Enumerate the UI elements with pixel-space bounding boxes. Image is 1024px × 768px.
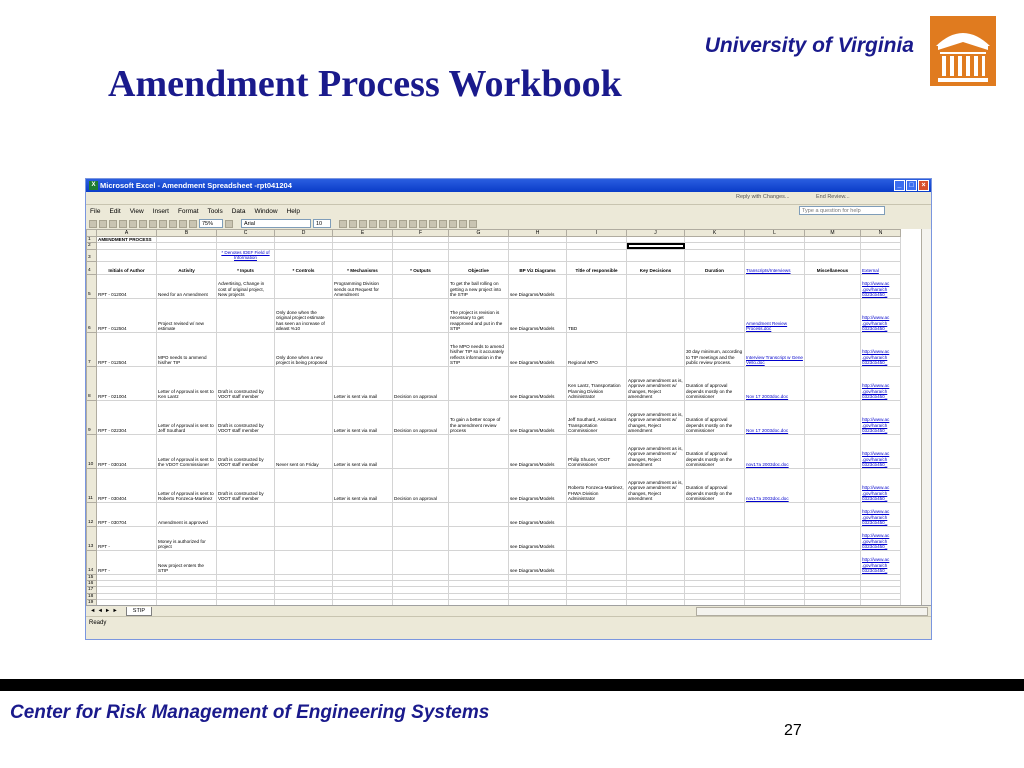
vertical-scrollbar[interactable] xyxy=(921,229,931,605)
maximize-button[interactable]: □ xyxy=(906,180,917,191)
cell-i10[interactable]: Philip Shucet, VDOT Commissioner xyxy=(567,434,627,468)
cell-k6[interactable] xyxy=(685,298,745,332)
cell-n12[interactable]: http://www.ac .gov/hara/ch 0323cb450_ xyxy=(861,502,901,526)
font-color-icon[interactable] xyxy=(469,220,477,228)
cell-h14[interactable]: see Diagrams/Models xyxy=(509,550,567,574)
cell-e13[interactable] xyxy=(333,526,393,550)
column-header-i[interactable]: I xyxy=(567,230,627,237)
cell-m9[interactable] xyxy=(805,400,861,434)
cell-l10[interactable]: nov17a 2003doc.doc xyxy=(745,434,805,468)
row-header[interactable]: 18 xyxy=(87,593,97,599)
cell-m12[interactable] xyxy=(805,502,861,526)
table-row xyxy=(87,550,901,574)
cell-i11[interactable]: Roberto Fonzeca-Martinez, FHWA Division Administrator xyxy=(567,468,627,502)
menu-format[interactable]: Format xyxy=(177,207,199,215)
cell-e12[interactable] xyxy=(333,502,393,526)
cell-j6[interactable] xyxy=(627,298,685,332)
cell-e8[interactable]: Letter is sent via mail xyxy=(333,366,393,400)
center-icon[interactable] xyxy=(379,220,387,228)
row-header[interactable]: 1 xyxy=(87,237,97,243)
cell-g12[interactable] xyxy=(449,502,509,526)
cell-e4[interactable]: * Mechanisms xyxy=(333,261,393,274)
cell-c5[interactable]: Advertising, Change in cost of original project, New projects xyxy=(217,274,275,298)
row-header[interactable]: 8 xyxy=(87,366,97,400)
cell-n10[interactable]: http://www.ac .gov/hara/ch 0323cb450_ xyxy=(861,434,901,468)
cell-g10[interactable] xyxy=(449,434,509,468)
column-header-g[interactable]: G xyxy=(449,230,509,237)
cell-e5[interactable]: Programming Division sends out Request for Amendment xyxy=(333,274,393,298)
column-header-d[interactable]: D xyxy=(275,230,333,237)
cell-b12[interactable]: Amendment is approved xyxy=(157,502,217,526)
select-all-corner[interactable] xyxy=(87,230,97,237)
row-header[interactable]: 17 xyxy=(87,587,97,593)
cell-m8[interactable] xyxy=(805,366,861,400)
column-header-h[interactable]: H xyxy=(509,230,567,237)
cell-m3[interactable] xyxy=(805,249,861,261)
cell-a12[interactable]: RPT - 030704 xyxy=(97,502,157,526)
rotunda-logo-icon xyxy=(930,16,996,86)
cell-m7[interactable] xyxy=(805,332,861,366)
cell-c13[interactable] xyxy=(217,526,275,550)
new-icon[interactable] xyxy=(89,220,97,228)
column-header-m[interactable]: M xyxy=(805,230,861,237)
cell-c14[interactable] xyxy=(217,550,275,574)
cell-a14[interactable]: RPT - xyxy=(97,550,157,574)
cell-l14[interactable] xyxy=(745,550,805,574)
cell-f13[interactable] xyxy=(393,526,449,550)
cell-l9[interactable]: Nov 17 2003doc.doc xyxy=(745,400,805,434)
cell-d13[interactable] xyxy=(275,526,333,550)
cell-i6[interactable]: TBD xyxy=(567,298,627,332)
cell-j5[interactable] xyxy=(627,274,685,298)
cell-l3[interactable] xyxy=(745,249,805,261)
table-row xyxy=(87,400,901,434)
cell-h8[interactable]: see Diagrams/Models xyxy=(509,366,567,400)
cell-n13[interactable]: http://www.ac .gov/hara/ch 0323cb450_ xyxy=(861,526,901,550)
cell-i4[interactable]: Title of responsible xyxy=(567,261,627,274)
cell-a10[interactable]: RPT - 030104 xyxy=(97,434,157,468)
cell-b14[interactable]: New project enters the STIP xyxy=(157,550,217,574)
cell-c10[interactable]: Draft is constructed by VDOT staff member xyxy=(217,434,275,468)
italic-icon[interactable] xyxy=(349,220,357,228)
table-row xyxy=(87,261,901,274)
cell-j4[interactable]: Key Decisions xyxy=(627,261,685,274)
row-header[interactable]: 5 xyxy=(87,274,97,298)
cell-f9[interactable]: Decision on approval xyxy=(393,400,449,434)
cell-j3[interactable] xyxy=(627,249,685,261)
cell-e11[interactable]: Letter is sent via mail xyxy=(333,468,393,502)
open-icon[interactable] xyxy=(99,220,107,228)
cell-d12[interactable] xyxy=(275,502,333,526)
cell-k14[interactable] xyxy=(685,550,745,574)
align-left-icon[interactable] xyxy=(369,220,377,228)
table-row xyxy=(87,366,901,400)
cell-d4[interactable]: * Controls xyxy=(275,261,333,274)
cell-f3[interactable] xyxy=(393,249,449,261)
cell-b4[interactable]: Activity xyxy=(157,261,217,274)
column-header-j[interactable]: J xyxy=(627,230,685,237)
cell-e6[interactable] xyxy=(333,298,393,332)
column-header-l[interactable]: L xyxy=(745,230,805,237)
cell-k5[interactable] xyxy=(685,274,745,298)
spreadsheet-table xyxy=(86,229,901,605)
minimize-button[interactable]: _ xyxy=(894,180,905,191)
cell-h6[interactable]: see Diagrams/Models xyxy=(509,298,567,332)
cell-g7[interactable]: The MPO needs to amend his/her TIP so it accurately reflects information in the STIP xyxy=(449,332,509,366)
cell-d9[interactable] xyxy=(275,400,333,434)
menu-help[interactable]: Help xyxy=(286,207,300,215)
font-size-select[interactable]: 10 xyxy=(313,219,331,228)
cell-a3[interactable] xyxy=(97,249,157,261)
cell-c11[interactable]: Draft is constructed by VDOT staff member xyxy=(217,468,275,502)
row-header[interactable]: 14 xyxy=(87,550,97,574)
chart-wizard-icon[interactable] xyxy=(189,220,197,228)
cell-i8[interactable]: Ken Lantz, Transportation Planning Division Administrator xyxy=(567,366,627,400)
cell-k10[interactable]: Duration of approval depends mostly on the commissioner xyxy=(685,434,745,468)
menu-tools[interactable]: Tools xyxy=(207,207,223,215)
undo-icon[interactable] xyxy=(159,220,167,228)
column-header-k[interactable]: K xyxy=(685,230,745,237)
cell-k12[interactable] xyxy=(685,502,745,526)
cell-a8[interactable]: RPT - 021004 xyxy=(97,366,157,400)
sort-icon[interactable] xyxy=(179,220,187,228)
cell-f12[interactable] xyxy=(393,502,449,526)
table-row xyxy=(87,298,901,332)
table-row xyxy=(87,468,901,502)
table-row xyxy=(87,502,901,526)
excel-title-bar xyxy=(86,179,931,192)
cell-e14[interactable] xyxy=(333,550,393,574)
cell-c12[interactable] xyxy=(217,502,275,526)
cell-j9[interactable]: Approve amendment as is, Approve amendment w/ changes, Reject amendment xyxy=(627,400,685,434)
column-header-e[interactable]: E xyxy=(333,230,393,237)
cell-h7[interactable]: see Diagrams/Models xyxy=(509,332,567,366)
cell-g13[interactable] xyxy=(449,526,509,550)
cell-c8[interactable]: Draft is constructed by VDOT staff member xyxy=(217,366,275,400)
slide-title: Amendment Process Workbook xyxy=(108,63,622,105)
cell-h4[interactable]: BP Viz Diagrams xyxy=(509,261,567,274)
cell-b13[interactable]: Money is authorized for project xyxy=(157,526,217,550)
sheet-tab-bar xyxy=(86,605,931,616)
cell-g3[interactable] xyxy=(449,249,509,261)
column-header-f[interactable]: F xyxy=(393,230,449,237)
row-header[interactable]: 11 xyxy=(87,468,97,502)
row-header[interactable]: 9 xyxy=(87,400,97,434)
cell-c3[interactable]: * Denotes IDEF Field of Information xyxy=(217,249,275,261)
cell-l11[interactable]: nov17a 2003doc.doc xyxy=(745,468,805,502)
cell-i12[interactable] xyxy=(567,502,627,526)
cell-g8[interactable] xyxy=(449,366,509,400)
cell-i9[interactable]: Jeff Southard, Assistant Transportation Commissioner xyxy=(567,400,627,434)
cell-n6[interactable]: http://www.ac .gov/hara/ch 0323cb450_ xyxy=(861,298,901,332)
cell-n4[interactable]: External xyxy=(861,261,901,274)
cell-l5[interactable] xyxy=(745,274,805,298)
close-button[interactable]: × xyxy=(918,180,929,191)
row-header[interactable]: 4 xyxy=(87,261,97,274)
table-row xyxy=(87,332,901,366)
cell-h3[interactable] xyxy=(509,249,567,261)
cell-a4[interactable]: Initials of Author xyxy=(97,261,157,274)
cell-b10[interactable]: Letter of Approval is sent to the VDOT Commissioner xyxy=(157,434,217,468)
cell-k7[interactable]: 30 day minimum, according to TIP meetings and the public review process. xyxy=(685,332,745,366)
row-header[interactable]: 3 xyxy=(87,249,97,261)
cell-e9[interactable]: Letter is sent via mail xyxy=(333,400,393,434)
cell-d3[interactable] xyxy=(275,249,333,261)
cell-l4[interactable]: Transcripts/Interviews xyxy=(745,261,805,274)
cell-d8[interactable] xyxy=(275,366,333,400)
cell-g11[interactable] xyxy=(449,468,509,502)
reply-with-changes-button[interactable]: Reply with Changes... xyxy=(736,194,790,200)
cell-n7[interactable]: http://www.ac .gov/hara/ch 0323cb450_ xyxy=(861,332,901,366)
row-header[interactable]: 12 xyxy=(87,502,97,526)
cell-a6[interactable]: RPT - 012504 xyxy=(97,298,157,332)
cell-m4[interactable]: Miscellaneous xyxy=(805,261,861,274)
menu-view[interactable]: View xyxy=(129,207,144,215)
cell-j14[interactable] xyxy=(627,550,685,574)
cell-h13[interactable]: see Diagrams/Models xyxy=(509,526,567,550)
menu-window[interactable]: Window xyxy=(254,207,278,215)
cell-m11[interactable] xyxy=(805,468,861,502)
cell-f11[interactable]: Decision on approval xyxy=(393,468,449,502)
cell-c9[interactable]: Draft is constructed by VDOT staff member xyxy=(217,400,275,434)
row-header[interactable]: 15 xyxy=(87,574,97,580)
table-row xyxy=(87,249,901,261)
column-header-a[interactable]: A xyxy=(97,230,157,237)
menu-bar xyxy=(86,205,931,217)
cell-k11[interactable]: Duration of approval depends mostly on the commissioner xyxy=(685,468,745,502)
cell-a11[interactable]: RPT - 030404 xyxy=(97,468,157,502)
column-header-c[interactable]: C xyxy=(217,230,275,237)
cell-n3[interactable] xyxy=(861,249,901,261)
paste-icon[interactable] xyxy=(149,220,157,228)
excel-app-icon: X xyxy=(89,181,98,190)
bold-icon[interactable] xyxy=(339,220,347,228)
cell-b9[interactable]: Letter of Approval is sent to Jeff Southard xyxy=(157,400,217,434)
tab-navigation-icon[interactable]: ◄◄►► xyxy=(90,608,120,614)
column-header-n[interactable]: N xyxy=(861,230,901,237)
cell-g6[interactable]: The project is revision is necessary to get reapproved and put in the STIP xyxy=(449,298,509,332)
cell-a9[interactable]: RPT - 022304 xyxy=(97,400,157,434)
cell-k3[interactable] xyxy=(685,249,745,261)
cell-h10[interactable]: see Diagrams/Models xyxy=(509,434,567,468)
table-row xyxy=(87,274,901,298)
cell-b11[interactable]: Letter of Approval is sent to Roberto Fonzeca-Martinez xyxy=(157,468,217,502)
cell-f5[interactable] xyxy=(393,274,449,298)
menu-edit[interactable]: Edit xyxy=(109,207,121,215)
row-header[interactable]: 6 xyxy=(87,298,97,332)
university-name: University of Virginia xyxy=(704,34,914,57)
menu-data[interactable]: Data xyxy=(231,207,246,215)
cell-n14[interactable]: http://www.ac .gov/hara/ch 0323cb450_ xyxy=(861,550,901,574)
cell-a1[interactable]: AMENDMENT PROCESS xyxy=(97,237,157,243)
cell-l13[interactable] xyxy=(745,526,805,550)
cell-b3[interactable] xyxy=(157,249,217,261)
row-header[interactable]: 7 xyxy=(87,332,97,366)
footer-divider xyxy=(0,679,1024,691)
cell-g14[interactable] xyxy=(449,550,509,574)
cell-m14[interactable] xyxy=(805,550,861,574)
status-bar: Ready xyxy=(86,616,931,628)
cell-f6[interactable] xyxy=(393,298,449,332)
cell-i3[interactable] xyxy=(567,249,627,261)
cell-c4[interactable]: * Inputs xyxy=(217,261,275,274)
cell-n9[interactable]: http://www.ac .gov/hara/ch 0323cb450_ xyxy=(861,400,901,434)
page-number: 27 xyxy=(784,722,802,739)
cell-m10[interactable] xyxy=(805,434,861,468)
cell-i14[interactable] xyxy=(567,550,627,574)
table-row xyxy=(87,434,901,468)
cell-j13[interactable] xyxy=(627,526,685,550)
cell-d14[interactable] xyxy=(275,550,333,574)
cell-a13[interactable]: RPT - xyxy=(97,526,157,550)
cell-m13[interactable] xyxy=(805,526,861,550)
cell-m6[interactable] xyxy=(805,298,861,332)
cell-h5[interactable]: see Diagrams/Models xyxy=(509,274,567,298)
align-right-icon[interactable] xyxy=(389,220,397,228)
cell-f7[interactable] xyxy=(393,332,449,366)
comma-icon[interactable] xyxy=(429,220,437,228)
help-icon[interactable] xyxy=(225,220,233,228)
ask-question-input[interactable]: Type a question for help xyxy=(799,206,885,215)
cell-j7[interactable] xyxy=(627,332,685,366)
row-header[interactable]: 2 xyxy=(87,243,97,249)
cell-k9[interactable]: Duration of approval depends mostly on the commissioner xyxy=(685,400,745,434)
cell-j8[interactable]: Approve amendment as is, Approve amendment w/ changes, Reject amendment xyxy=(627,366,685,400)
sheet-tab-stip[interactable]: STIP xyxy=(126,607,152,616)
cell-e10[interactable]: Letter is sent via mail xyxy=(333,434,393,468)
cell-l7[interactable]: Interview Transcript w Gene Vello.doc xyxy=(745,332,805,366)
cell-h12[interactable]: see Diagrams/Models xyxy=(509,502,567,526)
cell-f4[interactable]: * Outputs xyxy=(393,261,449,274)
cell-l12[interactable] xyxy=(745,502,805,526)
horizontal-scrollbar[interactable] xyxy=(696,607,928,616)
column-header-b[interactable]: B xyxy=(157,230,217,237)
save-icon[interactable] xyxy=(109,220,117,228)
percent-icon[interactable] xyxy=(419,220,427,228)
underline-icon[interactable] xyxy=(359,220,367,228)
cell-l6[interactable]: Amendment Review Process.doc xyxy=(745,298,805,332)
worksheet-grid xyxy=(86,229,931,605)
cell-k4[interactable]: Duration xyxy=(685,261,745,274)
cell-b5[interactable]: Need for an Amendment xyxy=(157,274,217,298)
cell-k13[interactable] xyxy=(685,526,745,550)
cell-d5[interactable] xyxy=(275,274,333,298)
fill-color-icon[interactable] xyxy=(459,220,467,228)
table-row xyxy=(87,526,901,550)
cell-g9[interactable]: To gain a better scope of the amendment review process xyxy=(449,400,509,434)
cell-d11[interactable] xyxy=(275,468,333,502)
cell-f10[interactable] xyxy=(393,434,449,468)
cut-icon[interactable] xyxy=(129,220,137,228)
cell-c6[interactable] xyxy=(217,298,275,332)
cell-b7[interactable]: MPO needs to ammend his/her TIP xyxy=(157,332,217,366)
cell-h11[interactable]: see Diagrams/Models xyxy=(509,468,567,502)
zoom-select[interactable]: 75% xyxy=(199,219,223,228)
cell-d6[interactable]: Only done when the original project estimate has seen an increase of atleast %10 xyxy=(275,298,333,332)
cell-e7[interactable] xyxy=(333,332,393,366)
cell-i13[interactable] xyxy=(567,526,627,550)
cell-a7[interactable]: RPT - 012504 xyxy=(97,332,157,366)
cell-j10[interactable]: Approve amendment as is, Approve amendment w/ changes, Reject amendment xyxy=(627,434,685,468)
row-header[interactable]: 10 xyxy=(87,434,97,468)
cell-l8[interactable]: Nov 17 2003doc.doc xyxy=(745,366,805,400)
autosum-icon[interactable] xyxy=(169,220,177,228)
copy-icon[interactable] xyxy=(139,220,147,228)
cell-a5[interactable]: RPT - 012004 xyxy=(97,274,157,298)
row-header[interactable]: 16 xyxy=(87,581,97,587)
currency-icon[interactable] xyxy=(409,220,417,228)
row-header[interactable]: 13 xyxy=(87,526,97,550)
cell-k8[interactable]: Duration of approval depends mostly on the commissioner xyxy=(685,366,745,400)
indent-icon[interactable] xyxy=(439,220,447,228)
cell-h9[interactable]: see Diagrams/Models xyxy=(509,400,567,434)
cell-n8[interactable]: http://www.ac .gov/hara/ch 0323cb450_ xyxy=(861,366,901,400)
borders-icon[interactable] xyxy=(449,220,457,228)
column-header-row xyxy=(87,230,901,237)
cell-g4[interactable]: Objective xyxy=(449,261,509,274)
cell-c7[interactable] xyxy=(217,332,275,366)
cell-d10[interactable]: Never sent on Friday xyxy=(275,434,333,468)
footer-text: Center for Risk Management of Engineering Systems xyxy=(10,702,490,723)
reviewing-toolbar xyxy=(86,192,931,205)
cell-g5[interactable]: To get the ball rolling on getting a new project into the STIP xyxy=(449,274,509,298)
cell-n11[interactable]: http://www.ac .gov/hara/ch 0323cb450_ xyxy=(861,468,901,502)
merge-icon[interactable] xyxy=(399,220,407,228)
cell-b6[interactable]: Project revised w/ new estimate xyxy=(157,298,217,332)
cell-f8[interactable]: Decision on approval xyxy=(393,366,449,400)
print-icon[interactable] xyxy=(119,220,127,228)
cell-m5[interactable] xyxy=(805,274,861,298)
row-header[interactable]: 19 xyxy=(87,600,97,605)
end-review-button[interactable]: End Review... xyxy=(816,194,850,200)
cell-f14[interactable] xyxy=(393,550,449,574)
cell-e3[interactable] xyxy=(333,249,393,261)
cell-i5[interactable] xyxy=(567,274,627,298)
cell-j12[interactable] xyxy=(627,502,685,526)
cell-j11[interactable]: Approve amendment as is, Approve amendment w/ changes, Reject amendment xyxy=(627,468,685,502)
menu-insert[interactable]: Insert xyxy=(152,207,169,215)
cell-b8[interactable]: Letter of Approval is sent to Ken Lantz xyxy=(157,366,217,400)
excel-window xyxy=(85,178,932,640)
cell-n5[interactable]: http://www.ac .gov/hara/ch 0323cb450_ xyxy=(861,274,901,298)
menu-file[interactable]: File xyxy=(90,207,101,215)
cell-d7[interactable]: Only done when a new project is being proposed xyxy=(275,332,333,366)
cell-i7[interactable]: Regional MPO xyxy=(567,332,627,366)
window-title: Microsoft Excel - Amendment Spreadsheet -rpt041204 xyxy=(100,181,292,190)
font-select[interactable]: Arial xyxy=(241,219,311,228)
